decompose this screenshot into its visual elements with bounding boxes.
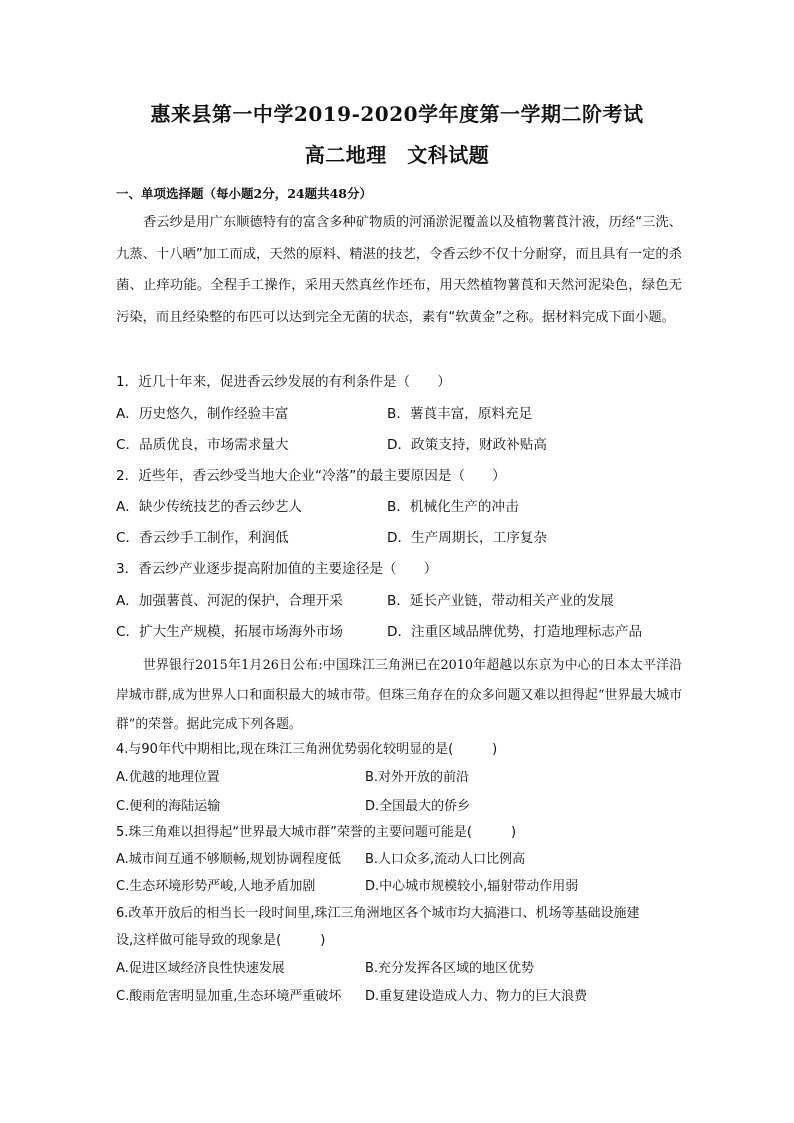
- question-3-option-c: C．扩大生产规模，拓展市场海外市场: [116, 624, 343, 640]
- exam-subtitle: 高二地理 文科试题: [304, 143, 490, 167]
- question-2-option-a: A．缺少传统技艺的香云纱艺人: [116, 499, 303, 515]
- question-6-stem-line2: 设,这样做可能导致的现象是( ): [116, 933, 326, 948]
- question-5-option-d: D.中心城市规模较小,辐射带动作用弱: [365, 879, 579, 894]
- question-2-option-c: C．香云纱手工制作，利润低: [116, 530, 289, 546]
- question-1-option-a: A．历史悠久，制作经验丰富: [116, 406, 289, 422]
- question-4-stem: 4.与90年代中期相比,现在珠江三角洲优势弱化较明显的是( ): [116, 742, 498, 757]
- question-2-option-b: B．机械化生产的冲击: [387, 499, 519, 515]
- question-5-option-b: B.人口众多,流动人口比例高: [365, 852, 526, 867]
- exam-title: 惠来县第一中学2019-2020学年度第一学期二阶考试: [150, 102, 644, 126]
- question-6-option-d: D.重复建设造成人力、物力的巨大浪费: [365, 989, 588, 1004]
- question-6-stem-line1: 6.改革开放后的相当长一段时间里,珠江三角洲地区各个城市均大搞港口、机场等基础设施建: [116, 906, 640, 921]
- question-3-option-a: A．加强薯莨、河泥的保护，合理开采: [116, 593, 343, 609]
- question-5-stem: 5.珠三角难以担得起“世界最大城市群”荣誉的主要问题可能是( ): [116, 825, 517, 840]
- question-1-stem: 1．近几十年来，促进香云纱发展的有利条件是（ ）: [116, 374, 451, 390]
- question-2-option-d: D．生产周期长，工序复杂: [387, 530, 547, 546]
- question-6-option-a: A.促进区域经济良性快速发展: [116, 961, 285, 976]
- question-4-option-a: A.优越的地理位置: [116, 770, 220, 785]
- question-6-option-b: B.充分发挥各区域的地区优势: [365, 961, 535, 976]
- question-4-option-b: B.对外开放的前沿: [365, 770, 470, 785]
- question-6-option-c: C.酸雨危害明显加重,生态环境严重破坏: [116, 989, 342, 1004]
- question-2-stem: 2．近些年，香云纱受当地大企业“冷落”的最主要原因是（ ）: [116, 468, 506, 484]
- question-3-stem: 3．香云纱产业逐步提高附加值的主要途径是（ ）: [116, 561, 438, 577]
- passage-pearl-river-delta: 世界银行2015年1月26日公布:中国珠江三角洲已在2010年超越以东京为中心的日本太平洋沿岸城市群,成为世界人口和面积最大的城市带。但珠三角存在的众多问题又难以担得起“世界最大城市群”的荣誉。据此完成下列各题。: [116, 658, 682, 732]
- question-3-option-d: D．注重区域品牌优势，打造地理标志产品: [387, 624, 643, 640]
- question-4-option-d: D.全国最大的侨乡: [365, 799, 471, 814]
- question-5-option-a: A.城市间互通不够顺畅,规划协调程度低: [116, 852, 341, 867]
- question-3-option-b: B．延长产业链，带动相关产业的发展: [387, 593, 614, 609]
- question-4-option-c: C.便利的海陆运输: [116, 799, 221, 814]
- section-heading: 一、单项选择题（每小题2分，24题共48分）: [116, 186, 372, 201]
- question-1-option-b: B．薯莨丰富，原料充足: [387, 406, 533, 422]
- question-1-option-d: D．政策支持，财政补贴高: [387, 437, 547, 453]
- question-5-option-c: C.生态环境形势严峻,人地矛盾加剧: [116, 879, 316, 894]
- question-1-option-c: C．品质优良，市场需求量大: [116, 437, 289, 453]
- passage-xiangyunsha: 香云纱是用广东顺德特有的富含多种矿物质的河涌淤泥覆盖以及植物薯莨汁液，历经“三洗、九蒸、十八晒”加工而成，天然的原料、精湛的技艺，令香云纱不仅十分耐穿，而且具有一定的杀菌、止痒功能。全程手工操作，采用天然真丝作坯布，用天然植物薯莨和天然河泥染色，绿色无污染，而且经染整的布匹可以达到完全无菌的状态，素有“软黄金”之称。据材料完成下面小题。: [116, 215, 682, 325]
